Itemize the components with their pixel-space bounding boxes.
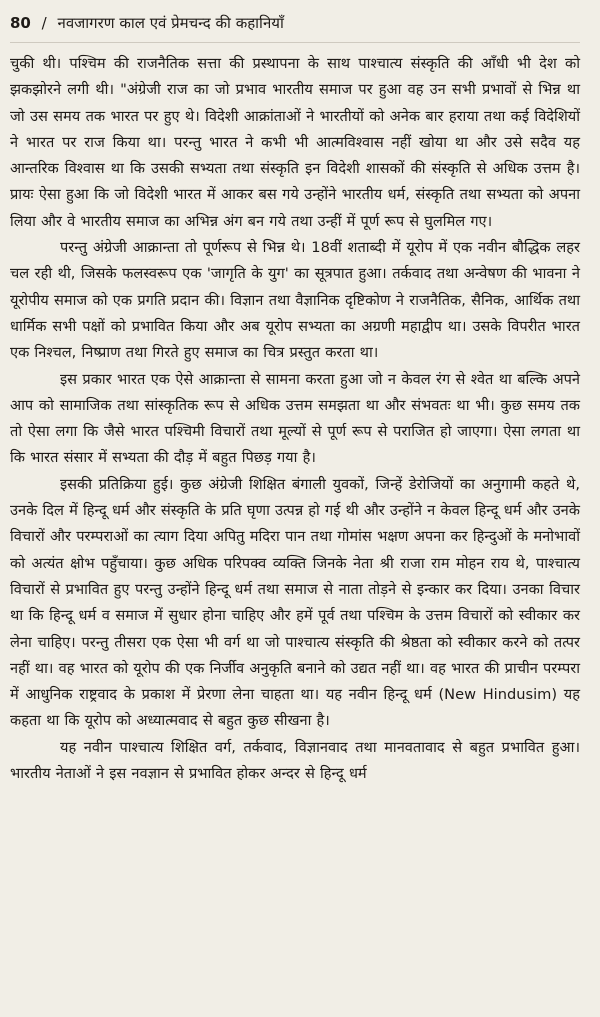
- paragraph-5: यह नवीन पाश्चात्य शिक्षित वर्ग, तर्कवाद, विज्ञानवाद तथा मानवतावाद से बहुत प्रभावित हुआ। भारतीय नेताओं ने इस नवज्ञान से प्रभावित होकर अन्दर से हिन्दू धर्म: [10, 738, 580, 783]
- page-number: 80: [10, 14, 31, 32]
- paragraph-3: इस प्रकार भारत एक ऐसे आक्रान्ता से सामना करता हुआ जो न केवल रंग से श्वेत था बल्कि अपने आप को सामाजिक तथा सांस्कृतिक रूप से अधिक उत्तम समझता था और संभवतः था भी। कुछ समय तक तो ऐसा लगा कि जैसे भारत पश्चिमी विचारों तथा मूल्यों से पूर्ण रूप से पराजित हो जाएगा। ऐसा लगता था कि भारत संसार में सभ्यता की दौड़ में बहुत पिछड़ गया है।: [10, 370, 580, 467]
- paragraph-1: चुकी थी। पश्चिम की राजनैतिक सत्ता की प्रस्थापना के साथ पाश्चात्य संस्कृति की आँधी भी देश को झकझोरने लगी थी। "अंग्रेजी राज का जो प्रभाव भारतीय समाज पर हुआ वह उन सभी प्रभावों से भिन्न था जो उस समय तक भारत पर हुए थे। विदेशी आक्रांताओं ने भारतीयों को अनेक बार हराया तथा कई विदेशियों ने भारत पर राज किया था। परन्तु भारत ने कभी भी आत्मविश्वास नहीं खोया था और उसे सदैव यह आन्तरिक विश्वास था कि उसकी सभ्यता तथा संस्कृति इन विदेशी शासकों की संस्कृति से अधिक उत्तम है। प्रायः ऐसा हुआ कि जो विदेशी भारत में आकर बस गये उन्होंने भारतीय धर्म, संस्कृति तथा सभ्यता को अपना लिया और वे भारतीय समाज का अभिन्न अंग बन गये तथा उन्हीं में पूर्ण रूप से घुलमिल गए।: [10, 55, 580, 230]
- header-separator: /: [41, 14, 47, 32]
- body-text: [10, 51, 580, 787]
- running-header: [10, 10, 580, 43]
- paragraph-4: इसकी प्रतिक्रिया हुई। कुछ अंग्रेजी शिक्षित बंगाली युवकों, जिन्हें डेरोजियों का अनुगामी कहते थे, उनके दिल में हिन्दू धर्म और संस्कृति के प्रति घृणा उत्पन्न हो गई थी और उन्होंने न केवल हिन्दू धर्म और उनके विचारों और परम्पराओं का त्याग दिया अपितु मदिरा पान तथा गोमांस भक्षण अपना कर हिन्दुओं के मनोभावों को अत्यंत क्षोभ पहुँचाया। कुछ अधिक परिपक्व व्यक्ति जिनके नेता श्री राजा राम मोहन राय थे, पाश्चात्य विचारों से प्रभावित हुए परन्तु उन्होंने हिन्दू धर्म तथा समाज से नाता तोड़ने से इन्कार कर दिया। उनका विचार था कि हिन्दू धर्म व समाज में सुधार होना चाहिए और हमें पूर्व तथा पश्चिम के उत्तम विचारों को स्वीकार कर लेना चाहिए। परन्तु तीसरा एक ऐसा भी वर्ग था जो पाश्चात्य संस्कृति की श्रेष्ठता को स्वीकार करने को तत्पर नहीं था। वह भारत को यूरोप की एक निर्जीव अनुकृति बनाने को उद्यत नहीं था। वह भारत की प्राचीन परम्परा में आधुनिक राष्ट्रवाद के प्रकाश में प्रेरणा लेना चाहता था। यह नवीन हिन्दू धर्म (New Hindusim) यह कहता था कि यूरोप को अध्यात्मवाद से बहुत कुछ सीखना है।: [10, 475, 580, 730]
- book-title: नवजागरण काल एवं प्रेमचन्द की कहानियाँ: [57, 14, 284, 32]
- paragraph-2: परन्तु अंग्रेजी आक्रान्ता तो पूर्णरूप से भिन्न थे। 18वीं शताब्दी में यूरोप में एक नवीन बौद्धिक लहर चल रही थी, जिसके फलस्वरूप एक 'जागृति के युग' का सूत्रपात हुआ। तर्कवाद तथा अन्वेषण की भावना ने यूरोपीय समाज को एक प्रगति प्रदान की। विज्ञान तथा वैज्ञानिक दृष्टिकोण ने राजनैतिक, सैनिक, आर्थिक तथा धार्मिक सभी पक्षों को प्रभावित किया और अब यूरोप सभ्यता का अग्रणी महाद्वीप था। उसके विपरीत भारत एक निश्चल, निष्प्राण तथा गिरते हुए समाज का चित्र प्रस्तुत करता था।: [10, 239, 581, 362]
